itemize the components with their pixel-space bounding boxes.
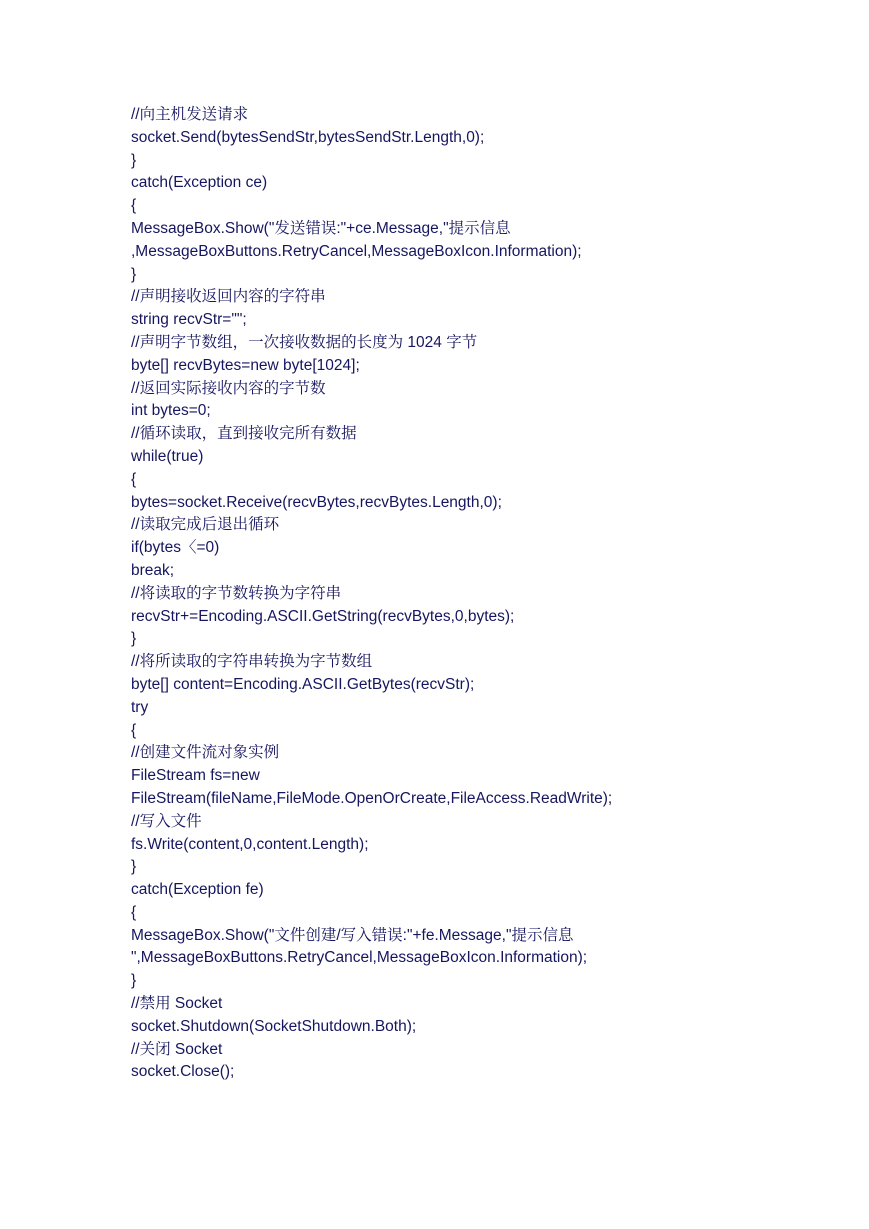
code-line: //将读取的字节数转换为字符串: [131, 584, 342, 602]
code-line: byte[] content=Encoding.ASCII.GetBytes(recvStr);: [131, 675, 475, 693]
code-line: //返回实际接收内容的字节数: [131, 379, 326, 397]
code-line: }: [131, 265, 137, 283]
code-line: recvStr+=Encoding.ASCII.GetString(recvBytes,0,bytes);: [131, 607, 515, 625]
code-line: FileStream fs=new: [131, 767, 260, 785]
code-line: //写入文件: [131, 812, 202, 830]
code-line: //循环读取，直到接收完所有数据: [131, 425, 357, 443]
code-line: fs.Write(content,0,content.Length);: [131, 835, 369, 853]
code-line: socket.Close();: [131, 1063, 235, 1081]
code-line: //声明字节数组，一次接收数据的长度为 1024 字节: [131, 333, 478, 351]
code-listing: [131, 104, 831, 1084]
code-line: MessageBox.Show("发送错误:"+ce.Message,"提示信息: [131, 219, 511, 237]
code-line: //关闭 Socket: [131, 1040, 223, 1058]
code-line: }: [131, 151, 137, 169]
code-line: break;: [131, 561, 175, 579]
code-line: //向主机发送请求: [131, 106, 249, 123]
code-line: {: [131, 470, 137, 488]
code-line: catch(Exception fe): [131, 881, 264, 899]
code-line: try: [131, 698, 149, 716]
code-line: if(bytes〈=0): [131, 539, 220, 557]
code-line: FileStream(fileName,FileMode.OpenOrCreate,FileAccess.ReadWrite);: [131, 789, 613, 807]
code-line: //禁用 Socket: [131, 995, 223, 1013]
code-line: {: [131, 721, 137, 739]
code-line: byte[] recvBytes=new byte[1024];: [131, 356, 360, 374]
code-line: //将所读取的字符串转换为字节数组: [131, 653, 373, 671]
code-line: socket.Shutdown(SocketShutdown.Both);: [131, 1017, 417, 1035]
code-line: bytes=socket.Receive(recvBytes,recvBytes.Length,0);: [131, 493, 502, 511]
code-line: int bytes=0;: [131, 402, 211, 420]
code-line: {: [131, 903, 137, 921]
code-line: {: [131, 197, 137, 215]
code-line: }: [131, 972, 137, 990]
code-line: //声明接收返回内容的字符串: [131, 288, 326, 306]
code-line: catch(Exception ce): [131, 174, 268, 192]
code-line: while(true): [131, 447, 204, 465]
code-line: ",MessageBoxButtons.RetryCancel,MessageBoxIcon.Information);: [131, 949, 588, 967]
code-line: socket.Send(bytesSendStr,bytesSendStr.Length,0);: [131, 128, 485, 146]
code-line: }: [131, 630, 137, 648]
code-line: string recvStr="";: [131, 311, 247, 329]
code-line: //读取完成后退出循环: [131, 516, 280, 534]
code-line: ,MessageBoxButtons.RetryCancel,MessageBoxIcon.Information);: [131, 242, 582, 260]
code-line: }: [131, 858, 137, 876]
code-line: MessageBox.Show("文件创建/写入错误:"+fe.Message,"提示信息: [131, 926, 574, 944]
code-line: //创建文件流对象实例: [131, 744, 280, 762]
